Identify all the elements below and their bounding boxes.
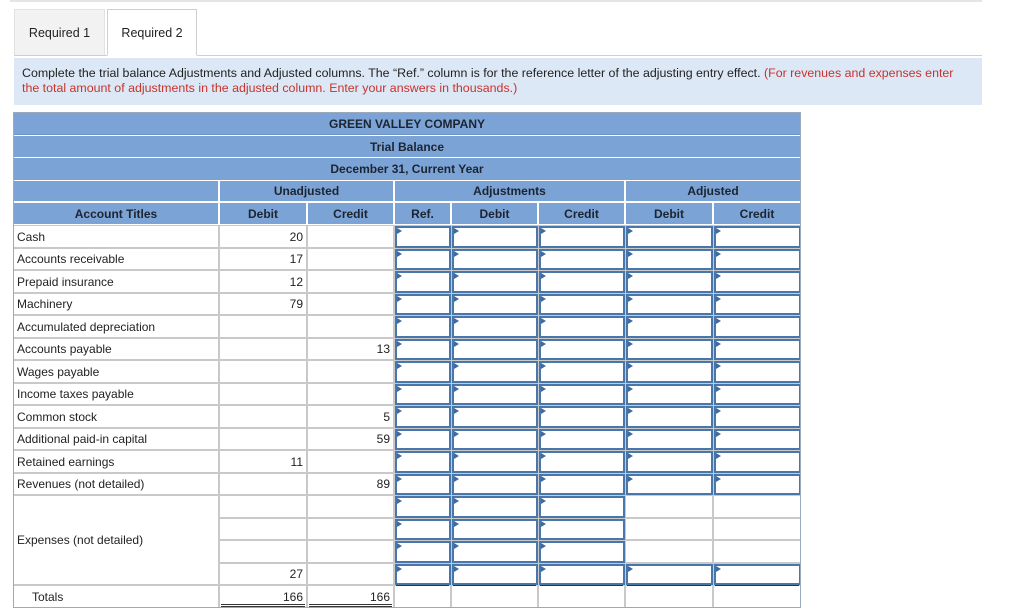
ref-input[interactable] <box>395 316 451 338</box>
instructions-panel <box>14 58 982 105</box>
col-adjustments-credit: Credit <box>538 202 625 225</box>
account-title: Cash <box>13 225 219 248</box>
instructions-text: Complete the trial balance Adjustments and Adjusted columns. The “Ref.” column is for the reference letter of the adjusting entry effect. <box>22 66 761 80</box>
totals-cell <box>451 585 538 608</box>
unadjusted-debit-value: 27 <box>219 563 307 585</box>
unadjusted-credit-value <box>307 450 394 473</box>
account-title: Retained earnings <box>13 450 219 473</box>
account-title: Accumulated depreciation <box>13 315 219 338</box>
adjusted-credit-input[interactable] <box>714 429 801 450</box>
adjusted-debit-input[interactable] <box>626 339 713 360</box>
adjustment-debit-input[interactable] <box>452 249 538 270</box>
col-ref: Ref. <box>394 202 451 225</box>
total-rule <box>396 585 449 586</box>
adjusted-debit-input[interactable] <box>626 564 713 585</box>
col-adjusted-debit: Debit <box>625 202 713 225</box>
adjustment-debit-input[interactable] <box>452 564 538 585</box>
account-title: Revenues (not detailed) <box>13 473 219 495</box>
total-rule <box>627 585 711 586</box>
adjustment-credit-input[interactable] <box>539 474 625 495</box>
totals-cell <box>538 585 625 608</box>
account-title: Prepaid insurance <box>13 270 219 293</box>
totals-cell <box>394 585 451 608</box>
totals-unadjusted-debit: 166 <box>219 585 307 608</box>
adjustment-credit-input[interactable] <box>539 429 625 450</box>
adjusted-credit-input[interactable] <box>714 474 801 495</box>
company-name: GREEN VALLEY COMPANY <box>13 112 801 135</box>
adjusted-credit-input[interactable] <box>714 226 801 248</box>
account-title: Wages payable <box>13 360 219 383</box>
unadjusted-debit-value <box>219 315 307 338</box>
col-unadjusted-debit: Debit <box>219 202 307 225</box>
tab-required-2[interactable]: Required 2 <box>107 9 197 56</box>
unadjusted-debit-value <box>219 518 307 540</box>
adjustment-debit-input[interactable] <box>452 271 538 293</box>
unadjusted-debit-value: 17 <box>219 248 307 270</box>
adjustment-credit-input[interactable] <box>539 226 625 248</box>
adjusted-credit-input[interactable] <box>714 316 801 338</box>
ref-input[interactable] <box>395 249 451 270</box>
adjustment-credit-input[interactable] <box>539 339 625 360</box>
statement-title: Trial Balance <box>13 135 801 157</box>
unadjusted-credit-value <box>307 270 394 293</box>
adjustment-debit-input[interactable] <box>452 474 538 495</box>
col-adjustments-debit: Debit <box>451 202 538 225</box>
adjusted-debit-input[interactable] <box>626 429 713 450</box>
ref-input[interactable] <box>395 474 451 495</box>
adjusted-debit-input[interactable] <box>626 249 713 270</box>
adjustment-credit-input[interactable] <box>539 451 625 473</box>
adjustment-debit-input[interactable] <box>452 339 538 360</box>
account-title: Expenses (not detailed) <box>13 495 219 585</box>
adjusted-credit-input[interactable] <box>714 406 801 428</box>
unadjusted-debit-value <box>219 383 307 405</box>
ref-input[interactable] <box>395 541 451 563</box>
top-divider <box>10 0 982 2</box>
unadjusted-credit-value: 89 <box>307 473 394 495</box>
adjusted-debit-input[interactable] <box>626 316 713 338</box>
unadjusted-debit-value: 20 <box>219 225 307 248</box>
unadjusted-credit-value <box>307 248 394 270</box>
adjustment-debit-input[interactable] <box>452 384 538 405</box>
col-unadjusted-credit: Credit <box>307 202 394 225</box>
adjusted-credit-input[interactable] <box>714 339 801 360</box>
adjusted-credit-input[interactable] <box>714 451 801 473</box>
total-rule <box>540 585 623 586</box>
adjustment-debit-input[interactable] <box>452 361 538 383</box>
ref-input[interactable] <box>395 226 451 248</box>
adjusted-debit-input[interactable] <box>626 361 713 383</box>
ref-input[interactable] <box>395 339 451 360</box>
unadjusted-credit-value <box>307 383 394 405</box>
unadjusted-debit-value <box>219 473 307 495</box>
statement-date: December 31, Current Year <box>13 157 801 180</box>
adjusted-credit-input[interactable] <box>714 361 801 383</box>
col-adjusted-credit: Credit <box>713 202 801 225</box>
double-underline <box>221 604 305 607</box>
account-title: Common stock <box>13 405 219 428</box>
empty-cell <box>625 518 713 540</box>
adjusted-credit-input[interactable] <box>714 384 801 405</box>
adjustment-credit-input[interactable] <box>539 316 625 338</box>
adjusted-debit-input[interactable] <box>626 474 713 495</box>
adjusted-credit-input[interactable] <box>714 564 801 585</box>
adjustment-debit-input[interactable] <box>452 406 538 428</box>
ref-input[interactable] <box>395 496 451 518</box>
unadjusted-credit-value <box>307 360 394 383</box>
unadjusted-credit-value <box>307 315 394 338</box>
adjusted-debit-input[interactable] <box>626 406 713 428</box>
adjustment-credit-input[interactable] <box>539 496 625 518</box>
adjustment-debit-input[interactable] <box>452 429 538 450</box>
ref-input[interactable] <box>395 271 451 293</box>
unadjusted-debit-value <box>219 360 307 383</box>
unadjusted-credit-value: 59 <box>307 428 394 450</box>
unadjusted-credit-value <box>307 518 394 540</box>
empty-cell <box>713 495 801 518</box>
adjusted-credit-input[interactable] <box>714 249 801 270</box>
unadjusted-debit-value <box>219 540 307 563</box>
adjustment-credit-input[interactable] <box>539 271 625 293</box>
unadjusted-credit-value: 13 <box>307 338 394 360</box>
ref-input[interactable] <box>395 361 451 383</box>
ref-input[interactable] <box>395 519 451 540</box>
ref-input[interactable] <box>395 294 451 315</box>
adjustment-credit-input[interactable] <box>539 541 625 563</box>
adjustment-debit-input[interactable] <box>452 451 538 473</box>
unadjusted-credit-value: 5 <box>307 405 394 428</box>
adjusted-debit-input[interactable] <box>626 294 713 315</box>
unadjusted-credit-value <box>307 293 394 315</box>
ref-input[interactable] <box>395 451 451 473</box>
adjustment-credit-input[interactable] <box>539 249 625 270</box>
unadjusted-credit-value <box>307 563 394 585</box>
ref-input[interactable] <box>395 384 451 405</box>
double-underline <box>309 604 392 607</box>
total-rule <box>715 585 799 586</box>
group-adjustments: Adjustments <box>394 180 625 202</box>
empty-cell <box>713 540 801 563</box>
adjustment-debit-input[interactable] <box>452 496 538 518</box>
unadjusted-debit-value: 12 <box>219 270 307 293</box>
unadjusted-credit-value <box>307 540 394 563</box>
unadjusted-debit-value: 11 <box>219 450 307 473</box>
trial-balance-table <box>13 112 801 608</box>
ref-input[interactable] <box>395 564 451 585</box>
adjustment-credit-input[interactable] <box>539 519 625 540</box>
unadjusted-debit-value <box>219 338 307 360</box>
adjustment-debit-input[interactable] <box>452 226 538 248</box>
adjusted-debit-input[interactable] <box>626 226 713 248</box>
unadjusted-credit-value <box>307 495 394 518</box>
adjusted-debit-input[interactable] <box>626 451 713 473</box>
account-title: Income taxes payable <box>13 383 219 405</box>
adjusted-debit-input[interactable] <box>626 384 713 405</box>
empty-cell <box>625 495 713 518</box>
unadjusted-debit-value <box>219 495 307 518</box>
unadjusted-debit-value <box>219 405 307 428</box>
adjusted-credit-input[interactable] <box>714 294 801 315</box>
unadjusted-debit-value: 79 <box>219 293 307 315</box>
group-unadjusted: Unadjusted <box>219 180 394 202</box>
col-account-titles: Account Titles <box>13 202 219 225</box>
totals-label: Totals <box>13 585 219 608</box>
ref-input[interactable] <box>395 406 451 428</box>
unadjusted-debit-value <box>219 428 307 450</box>
adjustment-debit-input[interactable] <box>452 519 538 540</box>
totals-unadjusted-credit: 166 <box>307 585 394 608</box>
tab-required-1[interactable]: Required 1 <box>14 9 105 56</box>
ref-input[interactable] <box>395 429 451 450</box>
adjustment-credit-input[interactable] <box>539 361 625 383</box>
adjustment-credit-input[interactable] <box>539 294 625 315</box>
account-title: Machinery <box>13 293 219 315</box>
group-adjusted: Adjusted <box>625 180 801 202</box>
empty-cell <box>713 518 801 540</box>
totals-cell <box>713 585 801 608</box>
adjustment-credit-input[interactable] <box>539 406 625 428</box>
adjustment-debit-input[interactable] <box>452 541 538 563</box>
adjusted-credit-input[interactable] <box>714 271 801 293</box>
adjustment-debit-input[interactable] <box>452 294 538 315</box>
account-title: Accounts receivable <box>13 248 219 270</box>
adjustment-credit-input[interactable] <box>539 564 625 585</box>
account-title: Additional paid-in capital <box>13 428 219 450</box>
total-rule <box>453 585 536 586</box>
instructions-note: (For revenues and expenses enter the total amount of adjustments in the adjusted column. Enter your answers in thousands.) <box>22 66 954 95</box>
adjustment-credit-input[interactable] <box>539 384 625 405</box>
empty-cell <box>625 540 713 563</box>
adjusted-debit-input[interactable] <box>626 271 713 293</box>
header-blank <box>13 180 219 202</box>
account-title: Accounts payable <box>13 338 219 360</box>
unadjusted-credit-value <box>307 225 394 248</box>
totals-cell <box>625 585 713 608</box>
adjustment-debit-input[interactable] <box>452 316 538 338</box>
